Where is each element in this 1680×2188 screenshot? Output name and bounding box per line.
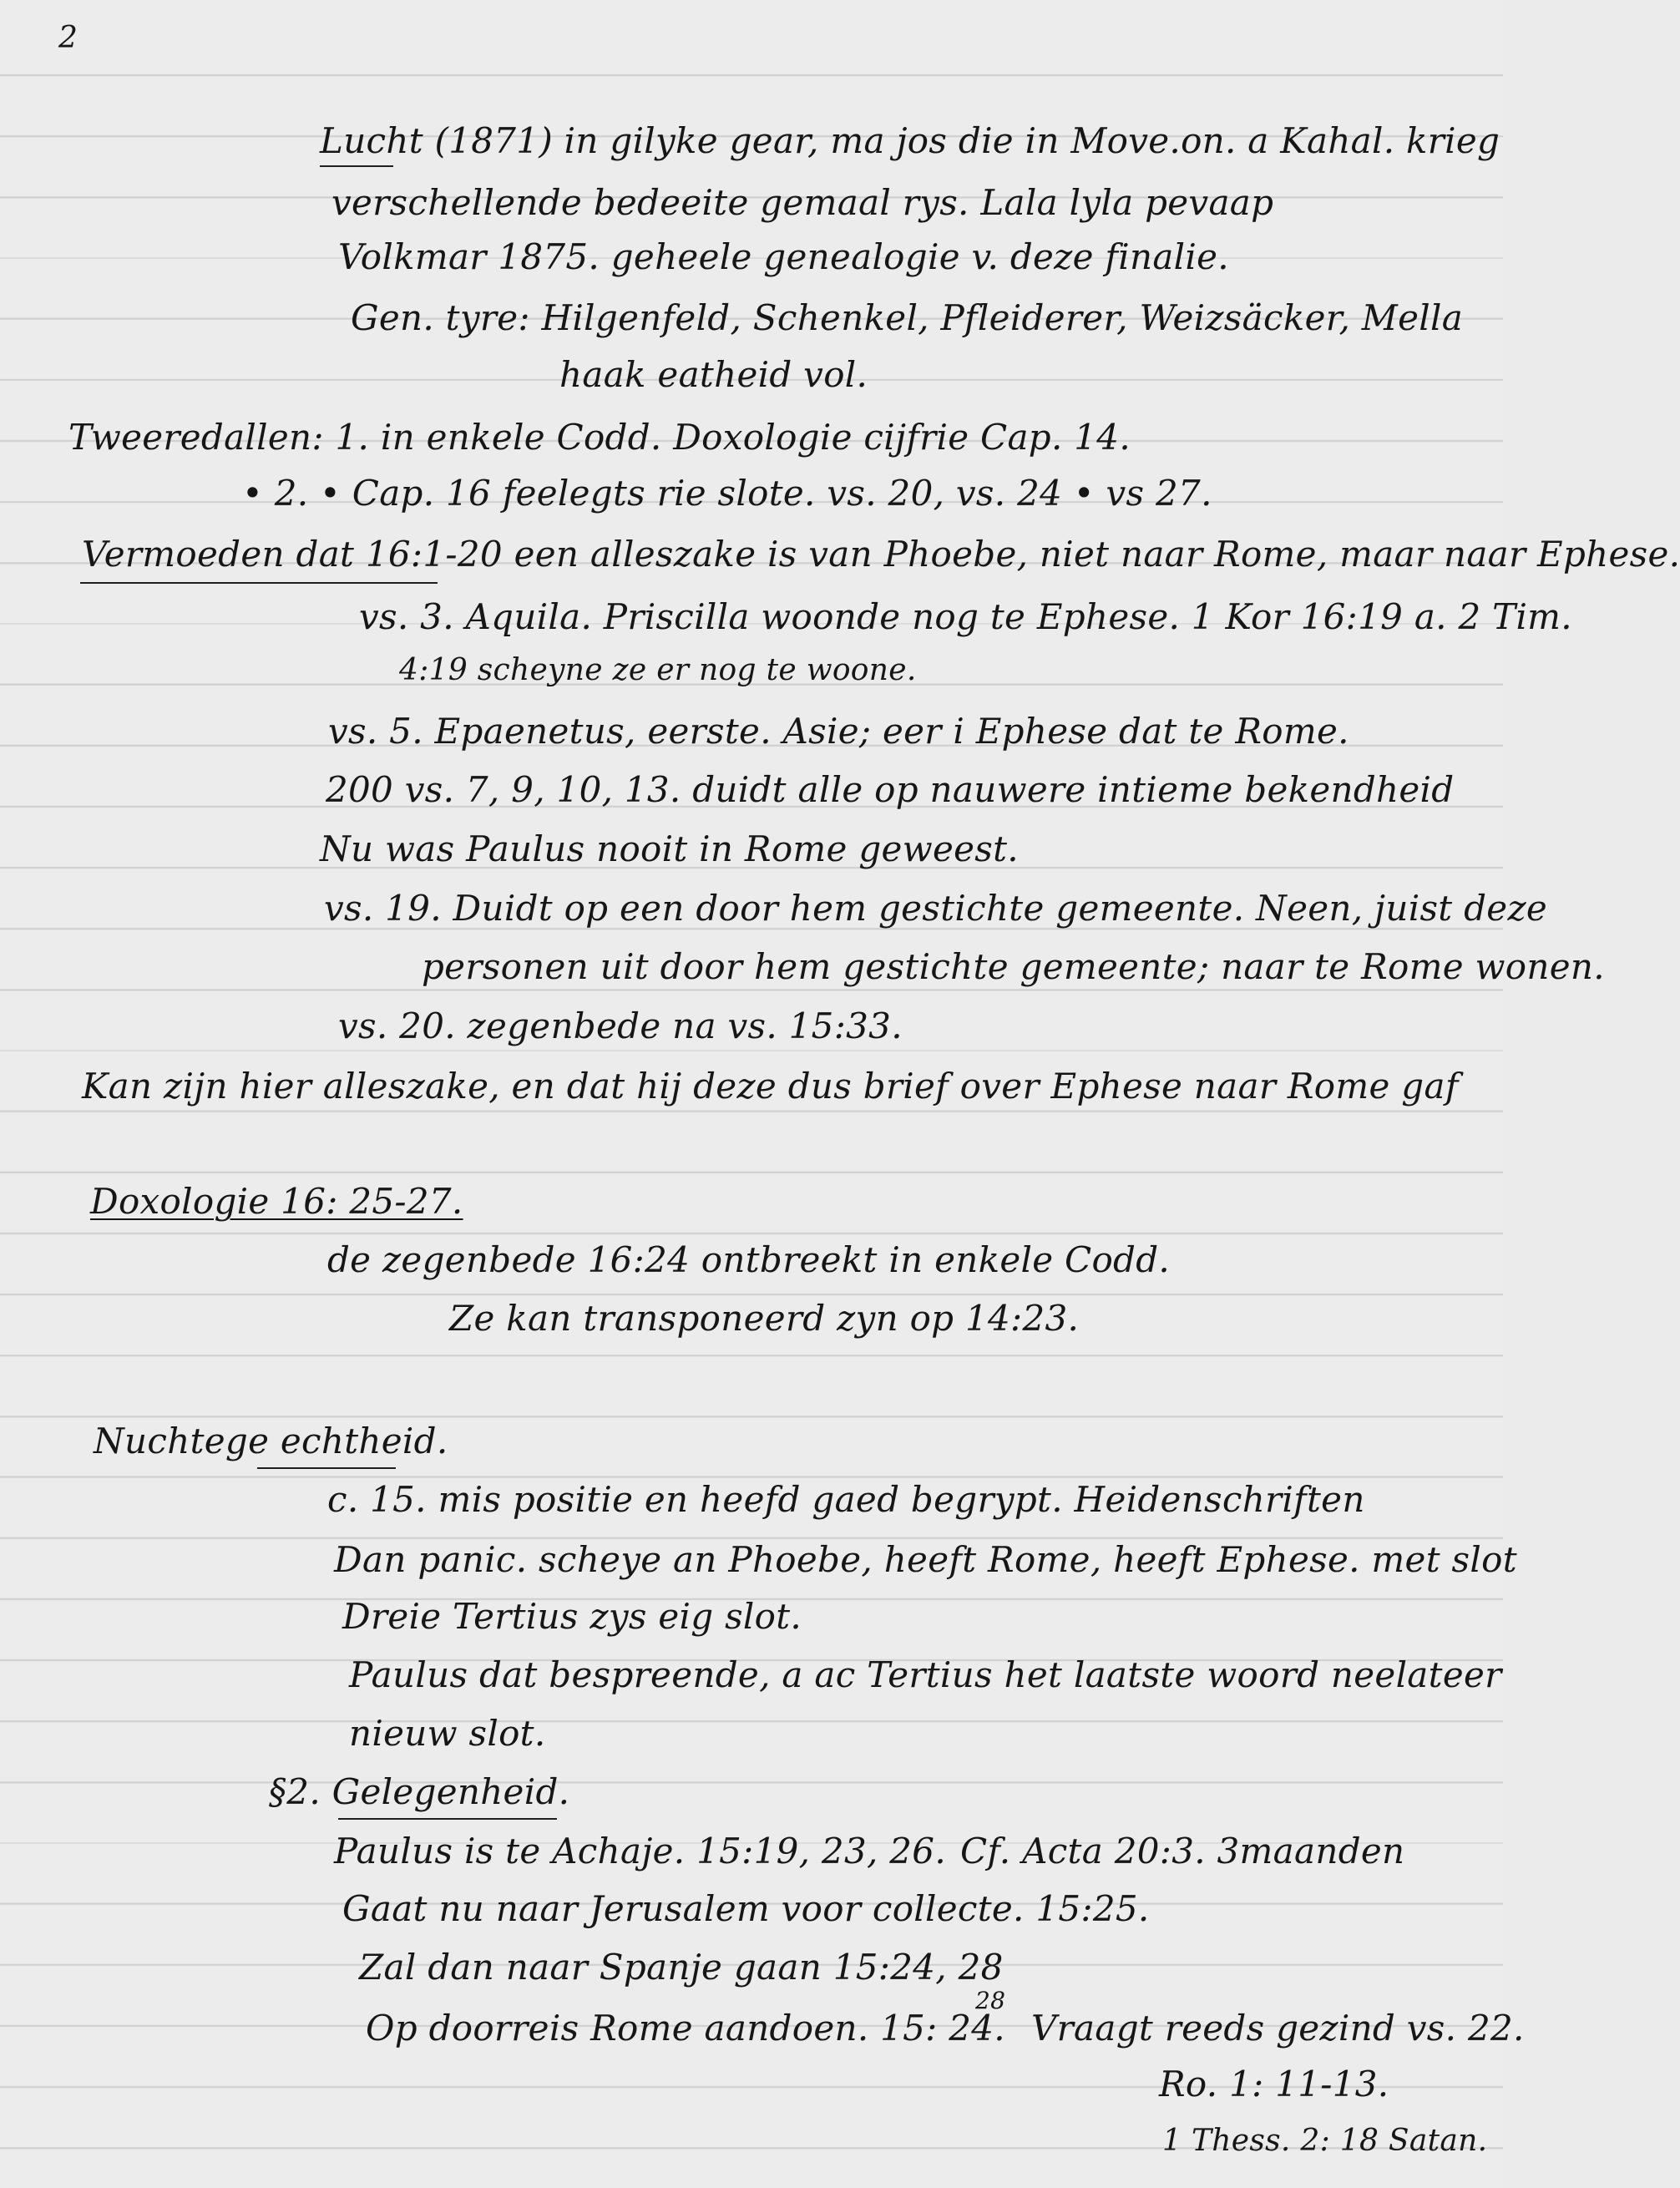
line-3: Volkmar 1875. geheele genealogie v. deze finalie. [338,236,1229,277]
line-35: 1 Thess. 2: 18 Satan. [1162,2124,1488,2158]
line-17: Kan zijn hier alleszake, en dat hij deze dus brief over Ephese naar Rome gaf [82,1066,1459,1107]
line-14: vs. 19. Duidt op een door hem gestichte gemeente. Neen, juist deze [324,888,1548,929]
line-23: Dan panic. scheye an Phoebe, heeft Rome, heeft Ephese. met slot [334,1539,1517,1580]
line-22: c. 15. mis positie en heefd gaed begrypt. Heidenschriften [327,1479,1365,1520]
superscript-28: 28 [975,1987,1006,2014]
line-25: Paulus dat bespreende, a ac Tertius het laatste woord neelateer [349,1654,1502,1695]
underline-echtheid [257,1467,396,1469]
line-31: Zal dan naar Spanje gaan 15:24, 28 [359,1947,1004,1988]
heading-gelegenheid: §2. Gelegenheid. [269,1771,570,1812]
line-33: Vraagt reeds gezind vs. 22. [1031,2008,1525,2049]
line-5: haak eatheid vol. [559,354,868,395]
underline-gelegenheid [338,1818,557,1820]
line-15: personen uit door hem gestichte gemeente; naar te Rome wonen. [422,946,1605,987]
line-19: de zegenbede 16:24 ontbreekt in enkele Codd. [327,1239,1171,1280]
line-29: Cf. Acta 20:3. 3maanden [960,1831,1405,1871]
line-10: 4:19 scheyne ze er nog te woone. [399,653,917,687]
line-8: Vermoeden dat 16:1-20 een alleszake is van Phoebe, niet naar Rome, maar naar Ephese. [82,534,1680,575]
underline-vermoeden [80,582,438,584]
line-26: nieuw slot. [349,1713,546,1754]
line-2: verschellende bedeeite gemaal rys. Lala lyla pevaap [331,182,1274,223]
line-13: Nu was Paulus nooit in Rome geweest. [320,828,1019,869]
underline-lucht [320,165,393,167]
line-12: 200 vs. 7, 9, 10, 13. duidt alle op nauwere intieme bekendheid [326,769,1455,810]
line-16: vs. 20. zegenbede na vs. 15:33. [338,1005,903,1046]
line-20: Ze kan transponeerd zyn op 14:23. [449,1298,1080,1339]
line-28: Paulus is te Achaje. 15:19, 23, 26. [334,1831,946,1871]
line-1: Lucht (1871) in gilyke gear, ma jos die in Move.on. a Kahal. krieg [320,120,1500,161]
line-6: Tweeredallen: 1. in enkele Codd. Doxologie cijfrie Cap. 14. [68,417,1131,458]
line-4: Gen. tyre: Hilgenfeld, Schenkel, Pfleiderer, Weizsäcker, Mella [351,297,1464,338]
heading-doxologie: Doxologie 16: 25-27. [90,1181,463,1222]
line-32: Op doorreis Rome aandoen. 15: 24. [366,2008,1005,2049]
line-30: Gaat nu naar Jerusalem voor collecte. 15:25. [342,1888,1150,1929]
heading-echtheid: Nuchtege echtheid. [94,1421,448,1461]
line-7: • 2. • Cap. 16 feelegts rie slote. vs. 20, vs. 24 • vs 27. [242,473,1212,514]
line-34: Ro. 1: 11-13. [1159,2064,1389,2104]
line-24: Dreie Tertius zys eig slot. [342,1596,802,1637]
page-number: 2 [58,21,78,55]
line-11: vs. 5. Epaenetus, eerste. Asie; eer i Ephese dat te Rome. [328,711,1349,752]
line-9: vs. 3. Aquila. Priscilla woonde nog te Ephese. 1 Kor 16:19 a. 2 Tim. [359,596,1572,637]
